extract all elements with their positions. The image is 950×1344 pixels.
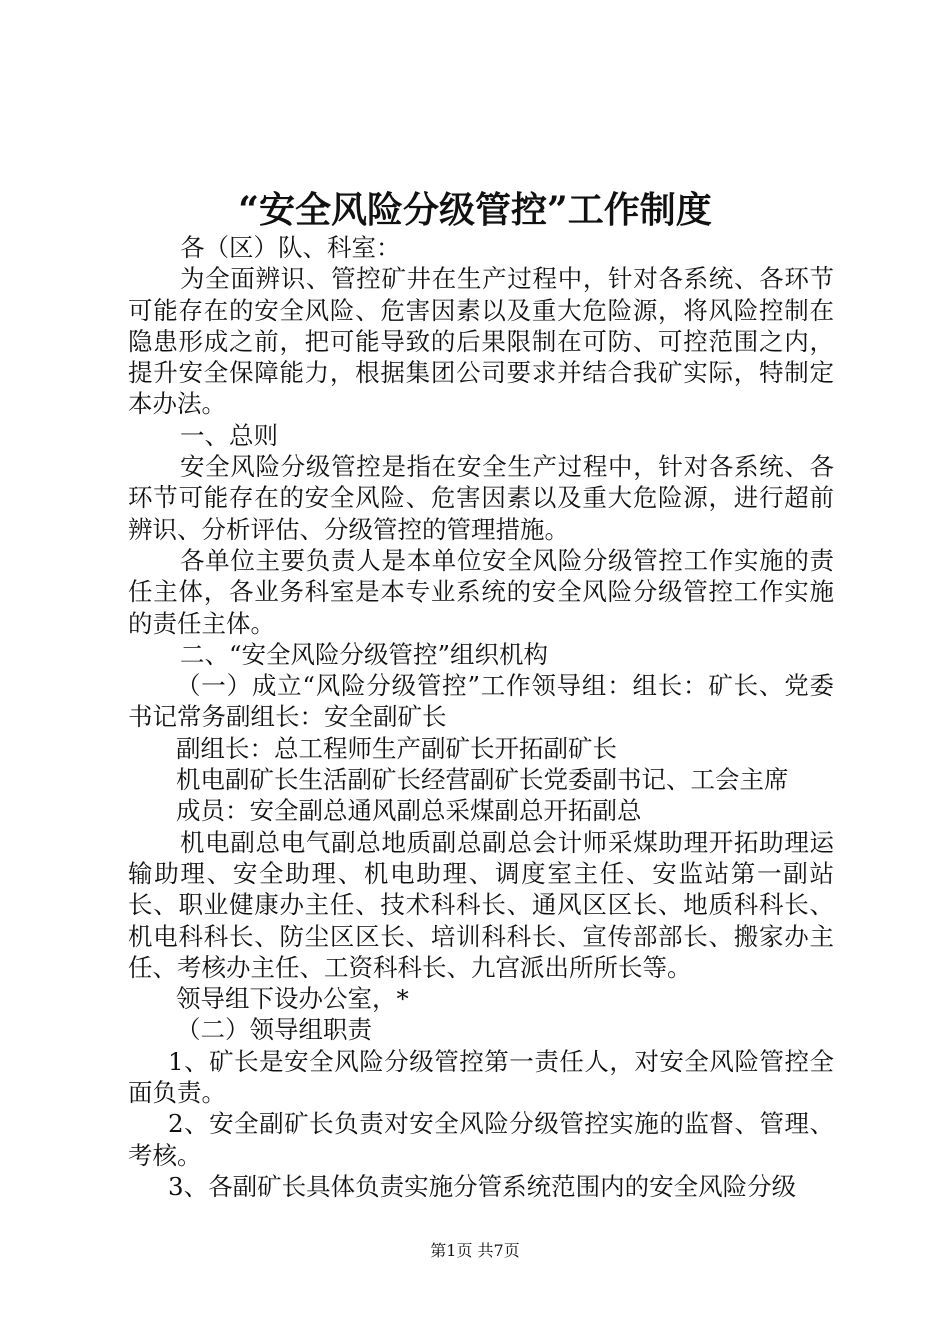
paragraph-duty-1: 1、矿长是安全风险分级管控第一责任人，对安全风险管控全面负责。 [128, 1046, 834, 1108]
paragraph-intro: 为全面辨识、管控矿井在生产过程中，针对各系统、各环节可能存在的安全风险、危害因素以及重大危险源，将风险控制在隐患形成之前，把可能导致的后果限制在可防、可控范围之内，提升安全保障能力，根据集团公司要求并结合我矿实际，特制定本办法。 [128, 264, 834, 419]
paragraph-responsibility-subject: 各单位主要负责人是本单位安全风险分级管控工作实施的责任主体，各业务科室是本专业系统的安全风险分级管控工作实施的责任主体。 [128, 545, 834, 638]
paragraph-office: 领导组下设办公室，* [176, 984, 409, 1014]
heading-group-duties: （二）领导组职责 [176, 1015, 372, 1045]
paragraph-deputy-leaders-cont: 机电副矿长生活副矿长经营副矿长党委副书记、工会主席 [176, 765, 789, 795]
paragraph-duty-2: 2、安全副矿长负责对安全风险分级管控实施的监督、管理、考核。 [128, 1109, 834, 1170]
paragraph-leading-group: （一）成立“风险分级管控”工作领导组：组长：矿长、党委书记常务副组长：安全副矿长 [128, 671, 834, 732]
page-footer: 第1页 共7页 [430, 1241, 520, 1260]
paragraph-members: 成员：安全副总通风副总采煤副总开拓副总 [176, 796, 642, 826]
heading-organization: 二、“安全风险分级管控”组织机构 [180, 639, 549, 669]
paragraph-deputy-leaders: 副组长：总工程师生产副矿长开拓副矿长 [176, 733, 617, 763]
paragraph-duty-3: 3、各副矿长具体负责实施分管系统范围内的安全风险分级 [168, 1171, 797, 1201]
document-title: “安全风险分级管控”工作制度 [238, 189, 712, 231]
paragraph-definition: 安全风险分级管控是指在安全生产过程中，针对各系统、各环节可能存在的安全风险、危害因素以及重大危险源，进行超前辨识、分析评估、分级管控的管理措施。 [128, 452, 834, 544]
paragraph-members-cont: 机电副总电气副总地质副总副总会计师采煤助理开拓助理运输助理、安全助理、机电助理、调度室主任、安监站第一副站长、职业健康办主任、技术科科长、通风区区长、地质科科长、机电科科长、防尘区区长、培训科科长、宣传部部长、搬家办主任、考核办主任、工资科科长、九宫派出所所长等。 [128, 827, 834, 982]
paragraph-salutation: 各（区）队、科室： [180, 233, 401, 262]
document-body [128, 232, 834, 1202]
heading-general-principles: 一、总则 [180, 420, 278, 450]
